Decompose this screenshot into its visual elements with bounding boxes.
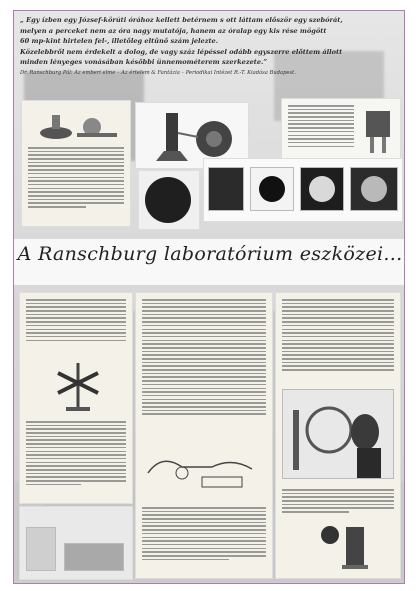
page-title: A Ranschburg laboratórium eszközei... xyxy=(17,243,403,265)
body-text-block xyxy=(142,507,266,562)
document-page-left-top xyxy=(22,101,130,226)
body-text-block xyxy=(142,299,266,417)
lab-table xyxy=(64,543,124,571)
quote-block xyxy=(20,15,400,77)
document-page-left xyxy=(20,293,132,503)
device-illustration xyxy=(358,105,398,155)
lab-room-photo xyxy=(20,507,132,579)
strip-photo xyxy=(300,167,344,211)
document-page-right-top xyxy=(282,99,400,161)
poster-frame xyxy=(13,10,405,584)
strip-photo xyxy=(350,167,398,211)
hand-apparatus-diagram xyxy=(142,443,266,503)
quote-line: melyen a perceket nem az óra nagy mutatója, hanem az óralap egy kis rése mögött xyxy=(20,26,327,35)
body-text-block xyxy=(28,147,124,210)
quote-line: Közelebbről nem érdekelt a dolog, de vagy száz lépéssel odább egyszerre előttem állott xyxy=(20,47,343,56)
stand-apparatus-illustration xyxy=(316,521,376,573)
document-page-center xyxy=(136,293,272,578)
strip-photo xyxy=(208,167,244,211)
disc-photo xyxy=(139,171,199,229)
person-illustration xyxy=(283,390,395,480)
person-at-apparatus-photo xyxy=(282,389,394,479)
apparatus-illustration xyxy=(22,105,130,145)
disc-strip-photos xyxy=(204,159,402,221)
strip-photo xyxy=(250,167,294,211)
record-disc xyxy=(145,177,191,223)
body-text-block xyxy=(26,299,126,343)
apparatus-illustration xyxy=(48,353,108,413)
quote-line: minden lényeges vonásában későbbi ünnemométerem szerkezete.” xyxy=(20,58,268,66)
body-text-block xyxy=(282,489,394,515)
body-text-block xyxy=(288,105,354,149)
body-text-block xyxy=(26,421,126,487)
document-page-right xyxy=(276,293,400,578)
quote-source: Dr. Ranschburg Pál: Az emberi elme – Az értelem & Fantázia – Periodikai Intézet R.-T. Kiadása Budapest. xyxy=(20,69,296,76)
lab-window xyxy=(26,527,56,571)
quote-line: 60 mp-kint hirtelen fel-, illetőleg eltűnő szám jelezte. xyxy=(20,37,219,45)
body-text-block xyxy=(282,299,394,373)
quote-line: „ Egy ízben egy József-körúti órához kellett betérnem s ott láttam először egy szebórát, xyxy=(20,16,343,24)
